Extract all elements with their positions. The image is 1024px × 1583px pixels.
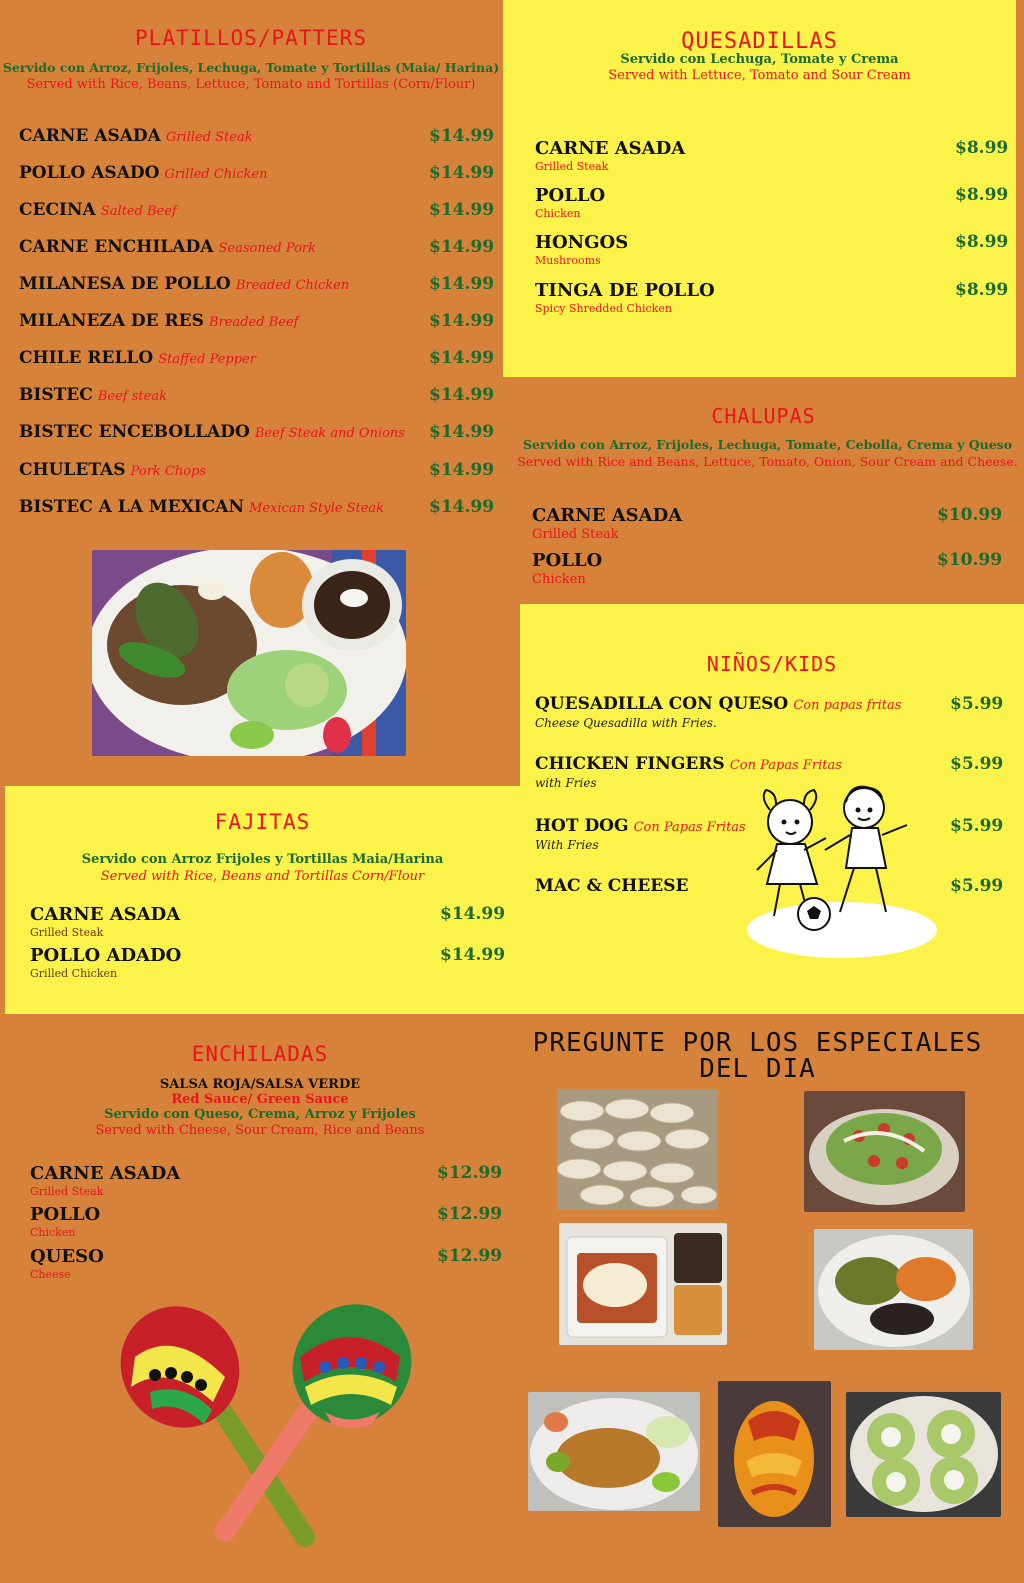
chalupas-subtitle-en: Served with Rice and Beans, Lettuce, Tomato, Onion, Sour Cream and Cheese. bbox=[517, 454, 1018, 469]
kids-section bbox=[520, 604, 1024, 1014]
menu-price: $5.99 bbox=[950, 694, 1004, 714]
special-photo-mole-verde bbox=[814, 1229, 973, 1350]
specials-line-1: PREGUNTE POR LOS ESPECIALES bbox=[532, 1028, 983, 1058]
menu-item: CHULETAS Pork Chops bbox=[19, 460, 207, 480]
menu-price: $8.99 bbox=[955, 138, 1009, 158]
platillos-subtitle-es: Servido con Arroz, Frijoles, Lechuga, Tomate y Tortillas (Maia/ Harina) bbox=[2, 60, 500, 75]
platillos-subtitle-en: Served with Rice, Beans, Lettuce, Tomato and Tortillas (Corn/Flour) bbox=[26, 77, 476, 92]
chalupas-section bbox=[503, 377, 1024, 604]
quesadillas-title: QUESADILLAS bbox=[681, 29, 838, 54]
special-photo-enchiladas-container bbox=[559, 1223, 727, 1345]
menu-item: POLLO ASADO Grilled Chicken bbox=[19, 163, 268, 183]
quesadillas-subtitle-en: Served with Lettuce, Tomato and Sour Cream bbox=[608, 68, 911, 83]
maracas-illustration bbox=[115, 1297, 415, 1552]
menu-price: $14.99 bbox=[440, 904, 506, 924]
menu-item: HOT DOG Con Papas Fritas With Fries bbox=[535, 816, 746, 852]
chalupas-subtitle-es: Servido con Arroz, Frijoles, Lechuga, Tomate, Cebolla, Crema y Queso bbox=[522, 437, 1013, 452]
kids-soccer-illustration bbox=[742, 780, 942, 960]
menu-item: POLLO ADADO Grilled Chicken bbox=[30, 945, 182, 980]
menu-item: CECINA Salted Beef bbox=[19, 200, 177, 220]
menu-item: BISTEC Beef steak bbox=[19, 385, 167, 405]
menu-price: $12.99 bbox=[437, 1246, 503, 1266]
menu-item: CARNE ASADA Grilled Steak bbox=[19, 126, 253, 146]
chalupas-title: CHALUPAS bbox=[711, 404, 816, 428]
menu-item: POLLO Chicken bbox=[532, 550, 603, 587]
menu-item: CARNE ASADA Grilled Steak bbox=[30, 904, 181, 939]
enchiladas-title: ENCHILADAS bbox=[191, 1042, 329, 1066]
menu-price: $14.99 bbox=[429, 497, 495, 517]
menu-price: $8.99 bbox=[955, 185, 1009, 205]
menu-price: $5.99 bbox=[950, 876, 1004, 896]
enchiladas-sauce-en: Red Sauce/ Green Sauce bbox=[171, 1092, 349, 1107]
specials-title bbox=[505, 1030, 1010, 1082]
menu-item: POLLO Chicken bbox=[30, 1204, 101, 1239]
menu-price: $8.99 bbox=[955, 232, 1009, 252]
menu-item: CHILE RELLO Staffed Pepper bbox=[19, 348, 256, 368]
menu-item: CARNE ENCHILADA Seasoned Pork bbox=[19, 237, 316, 257]
special-photo-sopes bbox=[804, 1091, 965, 1212]
enchiladas-subtitle-es: Servido con Queso, Crema, Arroz y Frijoles bbox=[104, 1107, 416, 1122]
menu-item: POLLO Chicken bbox=[535, 185, 606, 220]
menu-price: $14.99 bbox=[429, 348, 495, 368]
menu-price: $14.99 bbox=[429, 274, 495, 294]
menu-item: TINGA DE POLLO Spicy Shredded Chicken bbox=[535, 280, 715, 315]
fajitas-subtitle-es: Servido con Arroz Frijoles y Tortillas Maia/Harina bbox=[81, 852, 444, 867]
menu-item: MAC & CHEESE bbox=[535, 876, 689, 896]
menu-item: CHICKEN FINGERS Con Papas Fritas with Fries bbox=[535, 754, 842, 790]
specials-line-2: DEL DIA bbox=[699, 1054, 816, 1084]
menu-item: BISTEC ENCEBOLLADO Beef Steak and Onions bbox=[19, 422, 405, 442]
menu-price: $14.99 bbox=[429, 126, 495, 146]
menu-price: $5.99 bbox=[950, 754, 1004, 774]
menu-price: $8.99 bbox=[955, 280, 1009, 300]
special-photo-tostadas bbox=[846, 1392, 1001, 1517]
special-photo-tamales bbox=[557, 1089, 718, 1210]
menu-price: $5.99 bbox=[950, 816, 1004, 836]
enchiladas-sauce-es: SALSA ROJA/SALSA VERDE bbox=[159, 1077, 361, 1092]
menu-price: $14.99 bbox=[429, 422, 495, 442]
menu-item: CARNE ASADA Grilled Steak bbox=[532, 505, 683, 542]
fajitas-subtitle-en: Served with Rice, Beans and Tortillas Corn/Flour bbox=[100, 869, 425, 884]
menu-price: $14.99 bbox=[429, 163, 495, 183]
menu-item: MILANEZA DE RES Breaded Beef bbox=[19, 311, 299, 331]
special-photo-mango bbox=[718, 1381, 831, 1527]
kids-title: NIÑOS/KIDS bbox=[706, 652, 838, 676]
fajitas-section bbox=[5, 786, 520, 1014]
menu-price: $14.99 bbox=[429, 385, 495, 405]
menu-item: MILANESA DE POLLO Breaded Chicken bbox=[19, 274, 350, 294]
special-photo-fried-fish bbox=[528, 1392, 700, 1511]
platter-photo bbox=[92, 550, 406, 756]
platillos-title: PLATILLOS/PATTERS bbox=[135, 26, 367, 50]
enchiladas-section bbox=[0, 1015, 520, 1583]
menu-price: $14.99 bbox=[429, 460, 495, 480]
menu-price: $10.99 bbox=[937, 505, 1003, 525]
menu-price: $14.99 bbox=[440, 945, 506, 965]
enchiladas-subtitle-en: Served with Cheese, Sour Cream, Rice and Beans bbox=[95, 1123, 425, 1138]
menu-price: $14.99 bbox=[429, 200, 495, 220]
fajitas-title: FAJITAS bbox=[214, 810, 311, 834]
platillos-section bbox=[0, 0, 502, 785]
menu-item: QUESADILLA CON QUESO Con papas fritas Cheese Quesadilla with Fries. bbox=[535, 694, 902, 730]
menu-item: CARNE ASADA Grilled Steak bbox=[535, 138, 686, 173]
menu-price: $10.99 bbox=[937, 550, 1003, 570]
menu-price: $12.99 bbox=[437, 1163, 503, 1183]
menu-item: HONGOS Mushrooms bbox=[535, 232, 629, 267]
menu-item: CARNE ASADA Grilled Steak bbox=[30, 1163, 181, 1198]
menu-price: $12.99 bbox=[437, 1204, 503, 1224]
menu-price: $14.99 bbox=[429, 311, 495, 331]
menu-item: BISTEC A LA MEXICAN Mexican Style Steak bbox=[19, 497, 385, 517]
menu-price: $14.99 bbox=[429, 237, 495, 257]
menu-item: QUESO Cheese bbox=[30, 1246, 104, 1281]
quesadillas-section bbox=[503, 0, 1016, 377]
quesadillas-subtitle-es: Servido con Lechuga, Tomate y Crema bbox=[620, 52, 899, 67]
